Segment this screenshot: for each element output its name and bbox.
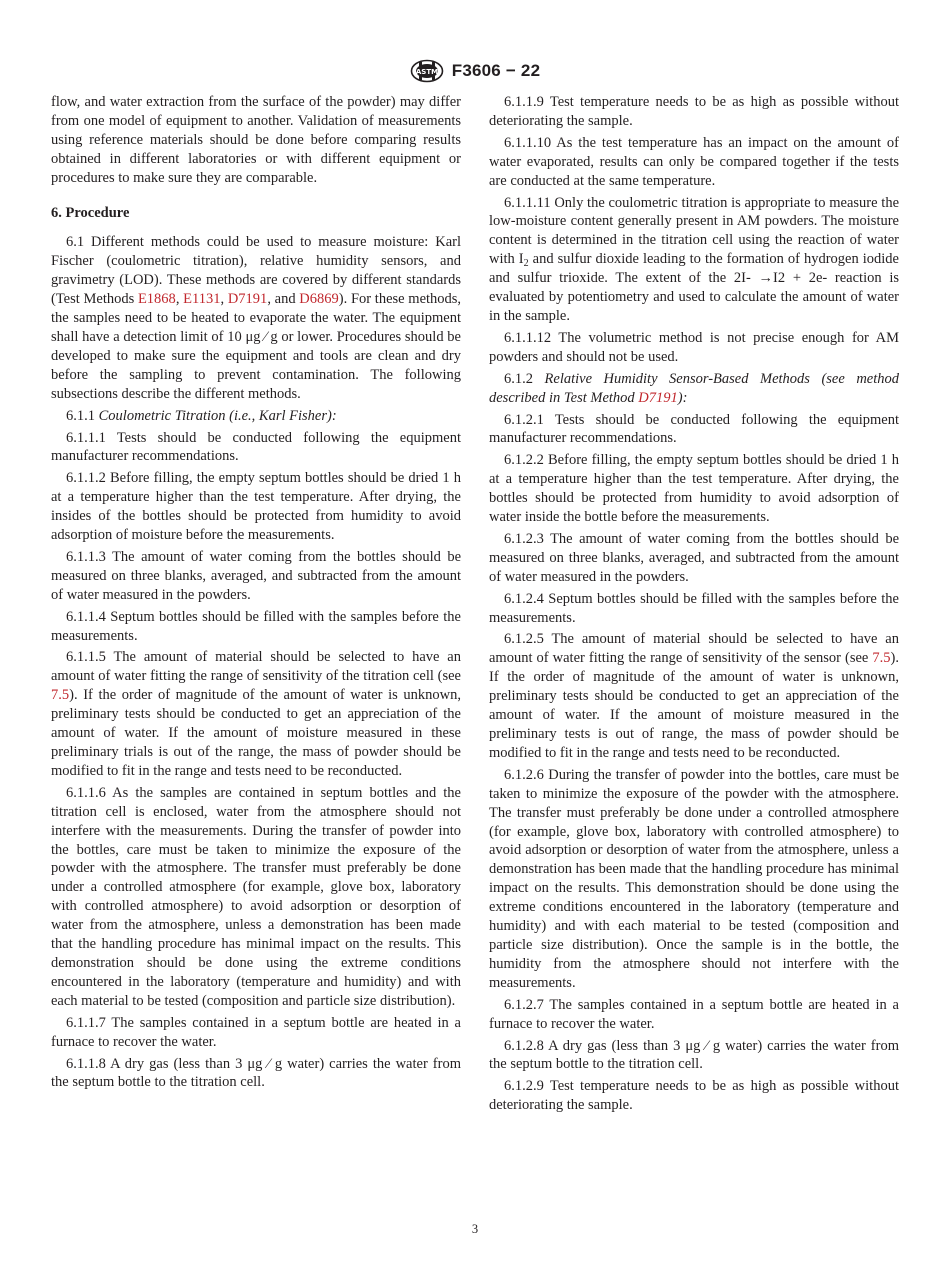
- paragraph-6-1-1-3: 6.1.1.3 The amount of water coming from the bottles should be measured on three blanks, averaged, and subtracted from the amount of water measured in the powders.: [51, 548, 461, 603]
- paragraph-6-1-2-1: 6.1.2.1 Tests should be conducted following the equipment manufacturer recommendations.: [489, 411, 899, 447]
- paragraph-6-1-2-4: 6.1.2.4 Septum bottles should be filled with the samples before the measurements.: [489, 590, 899, 626]
- paragraph-6-1-2-6: 6.1.2.6 During the transfer of powder into the bottles, care must be taken to minimize the exposure of the powder with the atmosphere. The transfer must preferably be done under a controlled atmosphere (for example, glove box, laboratory with controlled atmosphere) to avoid adsorption or desorption of water from the atmosphere, unless a demonstration has been made that the handling procedure has minimal impact on the results. This demonstration should be done using the extreme conditions encountered in the laboratory (temperature and humidity) and with each material to be tested (composition and particle size distribution). Once the sample is in the bottle, the humidity from the atmosphere should not interfere with the measurements.: [489, 766, 899, 991]
- paragraph-6-1-1: 6.1.1 Coulometric Titration (i.e., Karl Fisher):: [66, 407, 337, 424]
- paragraph-6-1-1-11: 6.1.1.11 Only the coulometric titration is appropriate to measure the low-moisture content generally present in AM powders. The moisture content is determined in the titration cell using the reaction of water with $I_2$ and sulfur dioxide leading to the formation of hydrogen iodide and sulfur trioxide. The extent of the 2I- →I2 + 2e- reaction is evaluated by potentiometry and used to calculate the amount of water in the sample.: [489, 194, 899, 324]
- left-column: [51, 93, 461, 1095]
- paragraph-6-1-1-10: 6.1.1.10 As the test temperature has an impact on the amount of water evaporated, results can only be compared together if the tests are conducted at the same temperature.: [489, 134, 899, 189]
- paragraph-6-1-1-6: 6.1.1.6 As the samples are contained in septum bottles and the titration cell is enclosed, water from the atmosphere should not interfere with the measurements. During the transfer of powder into the bottles, care must be taken to minimize the exposure of the powder with the atmosphere. The transfer must preferably be done under a controlled atmosphere (for example, glove box, laboratory with controlled atmosphere) to avoid adsorption or desorption of water from the atmosphere, unless a demonstration has been made that the handling procedure has minimal impact on the results. This demonstration should be done using the extreme conditions encountered in the laboratory (temperature and humidity) and with each material to be tested (composition and particle size distribution).: [51, 784, 461, 1009]
- ref-link-d7191[interactable]: D7191: [227, 291, 268, 308]
- ref-link-e1868[interactable]: E1868: [137, 291, 176, 308]
- paragraph-6-1-2-2: 6.1.2.2 Before filling, the empty septum bottles should be dried 1 h at a temperature higher than the test temperature. After drying, the bottles should be protected from humidity to avoid adsorption of water inside the bottle before the measurements.: [489, 452, 899, 526]
- paragraph-6-1-2-9: 6.1.2.9 Test temperature needs to be as high as possible without deteriorating the sample.: [489, 1078, 899, 1114]
- section-heading-procedure: 6. Procedure: [51, 204, 130, 221]
- paragraph-6-1: 6.1 Different methods could be used to measure moisture: Karl Fischer (coulometric titration), relative humidity sensors, and gravimetry (LOD). These methods are covered by different standards (Test Methods E1868, E1131, D7191, and D6869). For these methods, the samples need to be heated to evaporate the water. The equipment shall have a detection limit of 10 μg ⁄ g or lower. Procedures should be developed to make sure the equipment and tools are clean and dry before the sampling to prevent contamination. The following subsections describe the different methods.: [51, 234, 462, 402]
- paragraph-6-1-1-2: 6.1.1.2 Before filling, the empty septum bottles should be dried 1 h at a temperature higher than the test temperature. After drying, the insides of the bottles should be protected from humidity to avoid adsorption of moisture before the measurements.: [51, 470, 461, 544]
- ref-link-7-5-rh[interactable]: 7.5: [872, 650, 891, 667]
- page-header: [0, 57, 950, 85]
- paragraph-6-1-1-9: 6.1.1.9 Test temperature needs to be as high as possible without deteriorating the sample.: [489, 94, 899, 129]
- paragraph-6-1-2-5: 6.1.2.5 The amount of material should be selected to have an amount of water fitting the range of sensitivity of the sensor (see 7.5). If the order of magnitude of the amount of water is unknown, preliminary tests should be conducted to get an appreciation of the amount of water. If the amount of moisture measured in the preliminary tests is out of range, the mass of powder should be modified to fit in the range and tests need to be reconducted.: [489, 631, 899, 761]
- astm-logo-text: ASTM: [415, 68, 438, 76]
- paragraph-6-1-1-4: 6.1.1.4 Septum bottles should be filled with the samples before the measurements.: [51, 608, 461, 644]
- paragraph-6-1-2-3: 6.1.2.3 The amount of water coming from the bottles should be measured on three blanks, averaged, and subtracted from the amount of water measured in the powders.: [489, 530, 899, 585]
- ref-link-d6869[interactable]: D6869: [299, 291, 339, 308]
- ref-link-e1131[interactable]: E1131: [183, 291, 221, 308]
- ref-link-7-5[interactable]: 7.5: [51, 687, 70, 704]
- astm-logo-icon: [410, 59, 444, 83]
- right-column: [489, 93, 899, 1118]
- paragraph-6-1-2-7: 6.1.2.7 The samples contained in a septum bottle are heated in a furnace to recover the water.: [489, 996, 899, 1032]
- page-number: 3: [471, 1222, 479, 1236]
- paragraph-6-1-1-12: 6.1.1.12 The volumetric method is not precise enough for AM powders and should not be used.: [489, 329, 899, 365]
- paragraph-6-1-1-7: 6.1.1.7 The samples contained in a septum bottle are heated in a furnace to recover the water.: [51, 1014, 461, 1050]
- paragraph-continuation: flow, and water extraction from the surface of the powder) may differ from one model of equipment to another. Validation of measurements using reference materials should be done before comparing results obtained in different laboratories or with different equipment or procedures to make sure they are comparable.: [51, 94, 461, 186]
- standard-designation: F3606 − 22: [451, 61, 541, 80]
- paragraph-6-1-2: 6.1.2 Relative Humidity Sensor-Based Methods (see method described in Test Method D7191):: [489, 370, 900, 406]
- paragraph-6-1-1-5: 6.1.1.5 The amount of material should be selected to have an amount of water fitting the range of sensitivity of the titration cell (see 7.5). If the order of magnitude of the amount of water is unknown, preliminary tests should be conducted to get an appreciation of the amount of water. If the amount of moisture measured in these preliminary trials is out of the range, the mass of powder should be modified to fit in the range and tests need to be reconducted.: [51, 649, 461, 779]
- paragraph-6-1-1-8: 6.1.1.8 A dry gas (less than 3 μg ⁄ g water) carries the water from the septum bottle to the titration cell.: [51, 1055, 461, 1091]
- ref-link-d7191-rh[interactable]: D7191: [638, 389, 678, 406]
- paragraph-6-1-2-8: 6.1.2.8 A dry gas (less than 3 μg ⁄ g water) carries the water from the septum bottle to the titration cell.: [489, 1037, 899, 1073]
- paragraph-6-1-1-1: 6.1.1.1 Tests should be conducted following the equipment manufacturer recommendations.: [51, 429, 461, 465]
